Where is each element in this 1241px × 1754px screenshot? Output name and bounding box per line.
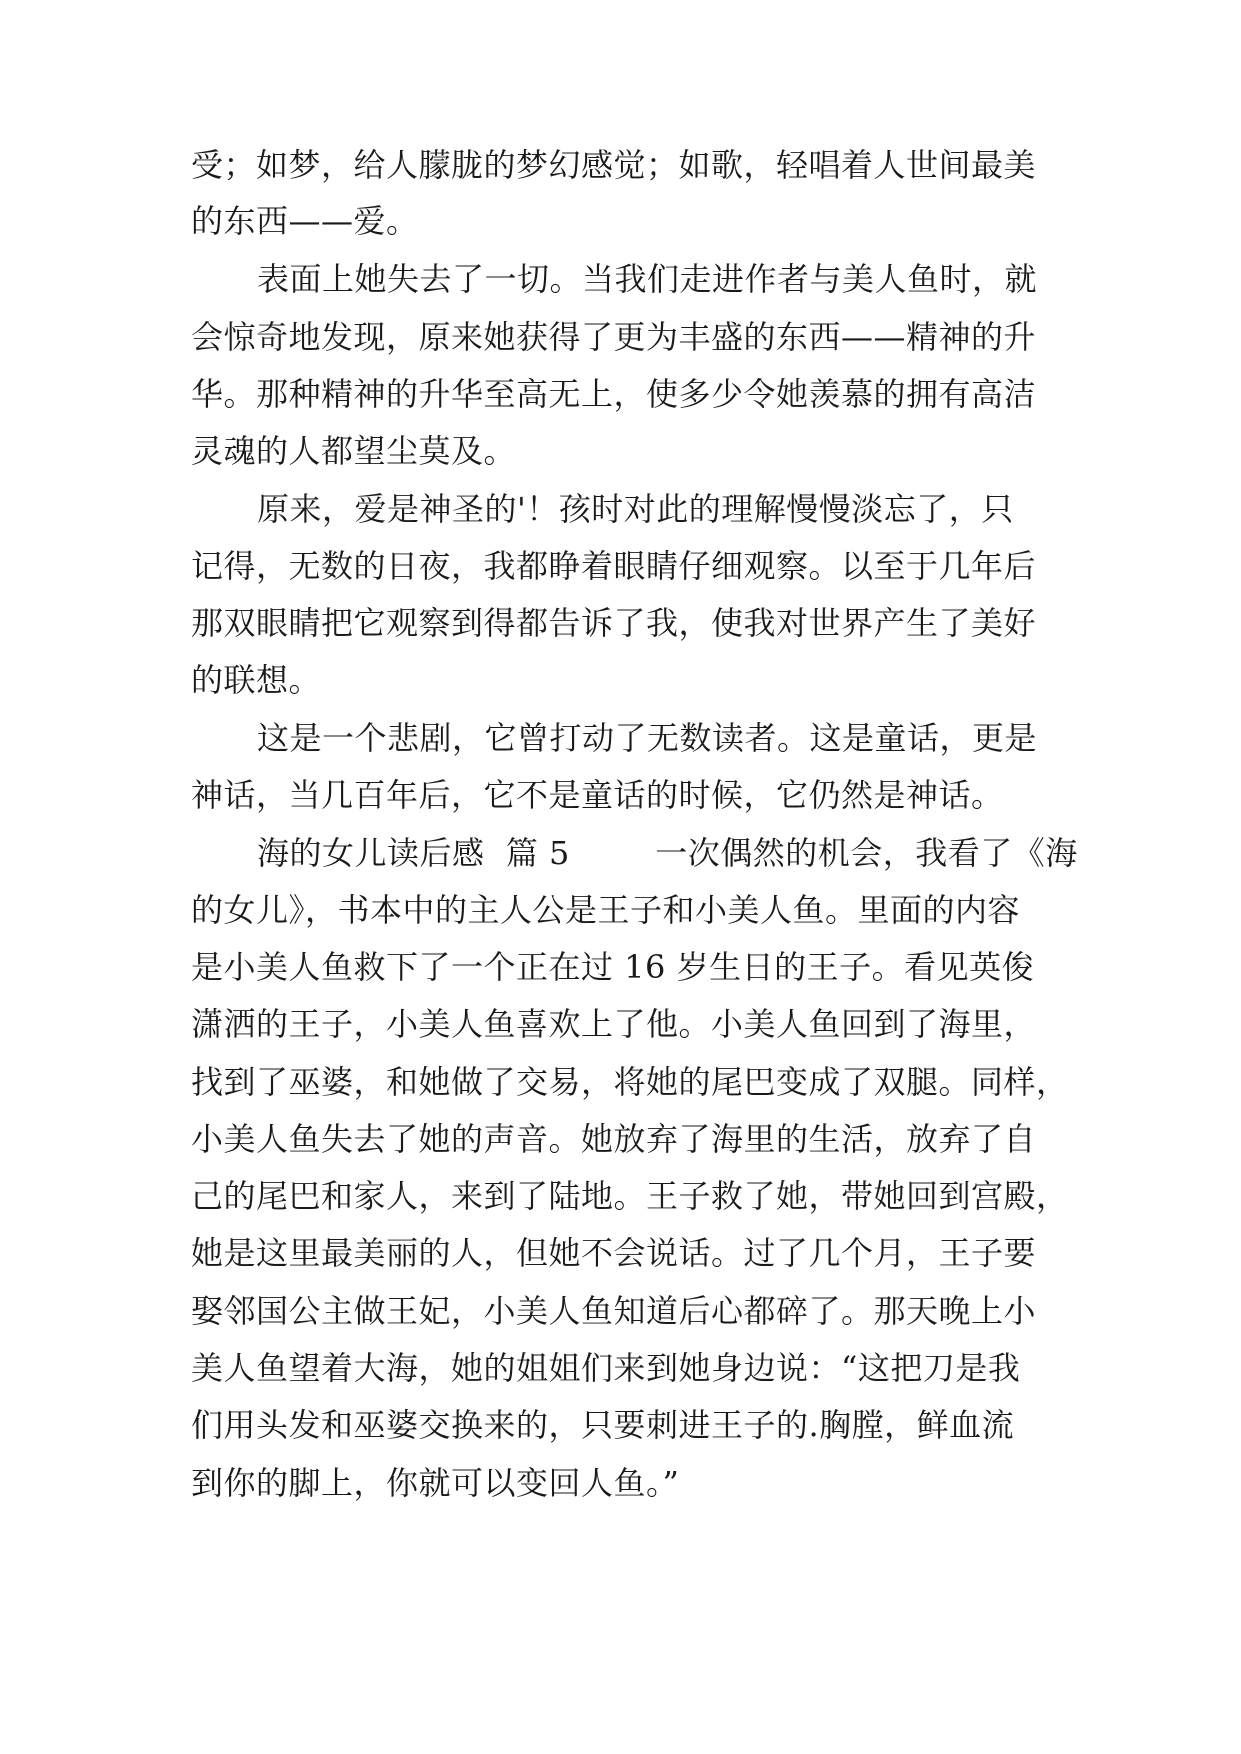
text-line: 潇洒的王子，小美人鱼喜欢上了他。小美人鱼回到了海里，: [191, 1005, 1037, 1043]
text-line: 到你的脚上，你就可以变回人鱼。”: [191, 1464, 680, 1502]
text-line: 小美人鱼失去了她的声音。她放弃了海里的生活，放弃了自: [191, 1120, 1037, 1158]
text-line: 神话，当几百年后，它不是童话的时候，它仍然是神话。: [191, 776, 1004, 814]
text-line: 那双眼睛把它观察到得都告诉了我，使我对世界产生了美好: [191, 604, 1037, 642]
text-line: 她是这里最美丽的人，但她不会说话。过了几个月，王子要: [191, 1234, 1037, 1272]
text-line: 的女儿》，书本中的主人公是王子和小美人鱼。里面的内容: [191, 891, 1021, 929]
text-line: 灵魂的人都望尘莫及。: [191, 432, 517, 470]
text-line: 的东西——爱。: [191, 202, 419, 240]
text-line: 是小美人鱼救下了一个正在过 16 岁生日的王子。看见英俊: [191, 948, 1035, 986]
text-line: 的联想。: [191, 661, 322, 699]
paragraph-start-line: 表面上她失去了一切。当我们走进作者与美人鱼时，就: [257, 260, 1038, 298]
text-line: 记得，无数的日夜，我都睁着眼睛仔细观察。以至于几年后: [191, 547, 1037, 585]
text-line: 受；如梦，给人朦胧的梦幻感觉；如歌，轻唱着人世间最美: [191, 146, 1037, 184]
text-line: 华。那种精神的升华至高无上，使多少令她羡慕的拥有高洁: [191, 375, 1037, 413]
text-line: 们用头发和巫婆交换来的，只要刺进王子的.胸膛，鲜血流: [191, 1406, 1015, 1444]
text-line: 美人鱼望着大海，她的姐姐们来到她身边说：“这把刀是我: [191, 1349, 1021, 1387]
text-line: 己的尾巴和家人，来到了陆地。王子救了她，带她回到宫殿，: [191, 1177, 1069, 1215]
paragraph-start-line: 原来，爱是神圣的'！孩时对此的理解慢慢淡忘了，只: [257, 490, 1014, 528]
text-line: 找到了巫婆，和她做了交易，将她的尾巴变成了双腿。同样，: [191, 1063, 1069, 1101]
section-heading-line: 海的女儿读后感 篇 5 一次偶然的机会，我看了《海: [257, 834, 1078, 872]
paragraph-start-line: 这是一个悲剧，它曾打动了无数读者。这是童话，更是: [257, 719, 1038, 757]
text-line: 会惊奇地发现，原来她获得了更为丰盛的东西——精神的升: [191, 318, 1037, 356]
text-line: 娶邻国公主做王妃，小美人鱼知道后心都碎了。那天晚上小: [191, 1292, 1037, 1330]
